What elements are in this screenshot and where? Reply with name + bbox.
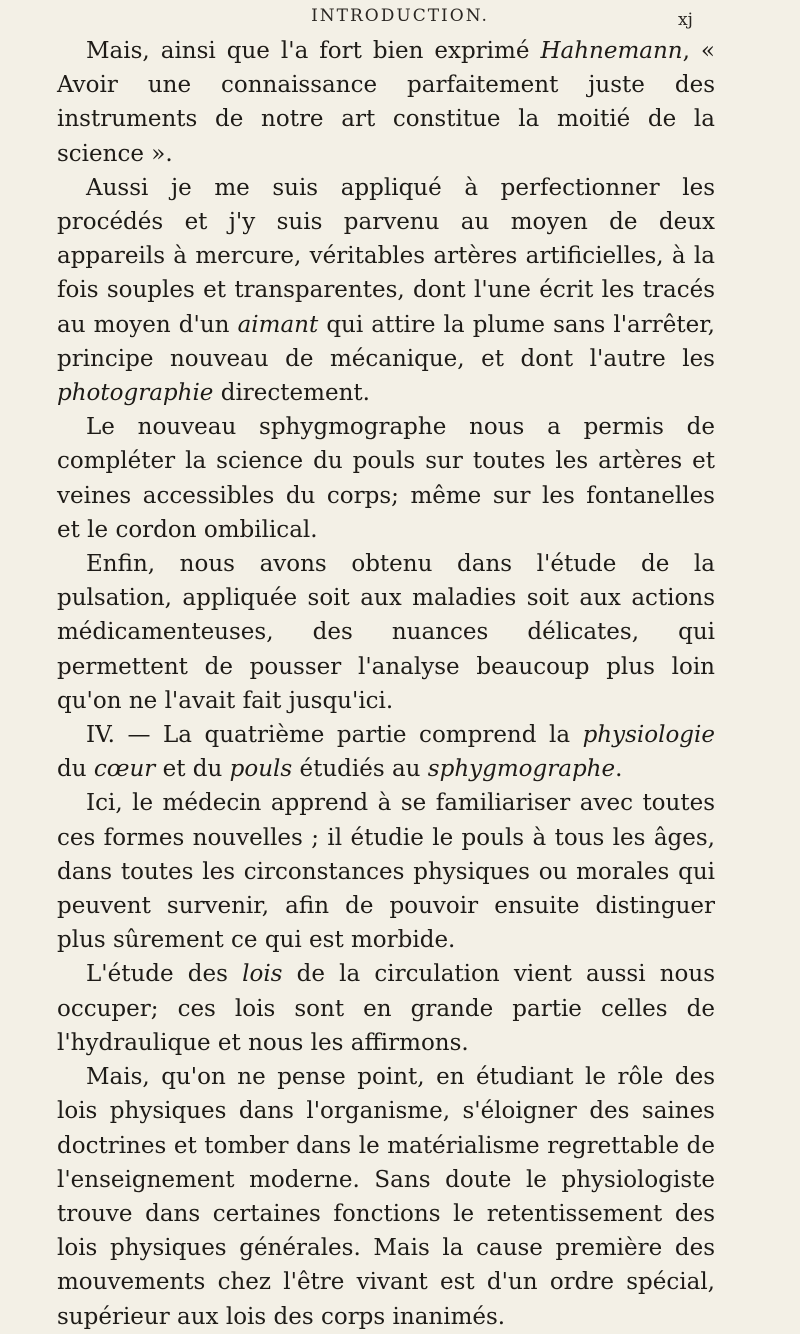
italic-term: sphygmographe — [427, 756, 616, 783]
page-number: xj — [678, 10, 693, 30]
text-run: Mais, ainsi que l'a fort bien exprimé — [86, 38, 541, 64]
paragraph — [57, 171, 715, 410]
paragraph — [57, 34, 715, 171]
text-run: de la circulation vient aussi nous occuper; ces lois sont en grande partie celles de l'hydraulique et nous les affirmons. — [57, 961, 716, 1056]
paragraph: Enfin, nous avons obtenu dans l'étude de la pulsation, appliquée soit aux maladies soit aux actions médicamenteuses, des nuances délicates, qui permettent de pousser l'analyse beaucoup plus loin qu'on ne l'avait fait jusqu'ici. — [57, 551, 715, 714]
text-run: . — [615, 756, 623, 783]
italic-term: pouls — [229, 756, 293, 783]
text-run: Aussi je me suis appliqué à perfectionner les procédés et j'y suis parvenu au moyen de deux appareils à mercure, véritables artères artificielles, à la fois souples et transparentes, dont l'une écrit les tracés au moyen d'un — [57, 174, 715, 338]
text-run: IV. — La quatrième partie comprend la — [86, 722, 583, 749]
paragraph: Le nouveau sphygmographe nous a permis de compléter la science du pouls sur toutes les artères et veines accessibles du corps; même sur les fontanelles et le cordon ombilical. — [57, 414, 715, 543]
italic-term: lois — [242, 961, 283, 988]
text-run: et du — [155, 756, 230, 783]
text-run: directement. — [213, 380, 370, 407]
italic-term: cœur — [93, 756, 156, 783]
running-head: INTRODUCTION. — [311, 6, 489, 26]
paragraph — [57, 957, 715, 1060]
italic-term: aimant — [237, 311, 319, 338]
paragraph — [57, 718, 715, 786]
italic-term: physiologie — [582, 722, 715, 749]
paragraph: Mais, qu'on ne pense point, en étudiant le rôle des lois physiques dans l'organisme, s'éloigner des saines doctrines et tomber dans le matérialisme regrettable de l'enseignement moderne. Sans doute le physiologiste trouve dans certaines fonctions le retentissement des lois physiques générales. Mais la cause première des mouvements chez l'être vivant est d'un ordre spécial, supérieur aux lois des corps inanimés. — [57, 1064, 715, 1330]
body-text — [57, 34, 715, 1334]
text-run: , « Avoir une connaissance parfaitement juste des instruments de notre art constitue la moitié de la science ». — [57, 38, 715, 167]
italic-term: photographie — [57, 380, 214, 407]
text-run: L'étude des — [86, 961, 243, 988]
text-run: qui attire la plume sans l'arrêter, principe nouveau de mécanique, et dont l'autre les — [57, 311, 715, 372]
text-run: étudiés au — [292, 756, 428, 783]
paragraph: Ici, le médecin apprend à se familiariser avec toutes ces formes nouvelles ; il étudie le pouls à tous les âges, dans toutes les circonstances physiques ou morales qui peuvent survenir, afin de pouvoir ensuite distinguer plus sûrement ce qui est morbide. — [57, 790, 715, 954]
text-run: du — [57, 756, 94, 783]
italic-name: Hahnemann — [540, 38, 683, 64]
